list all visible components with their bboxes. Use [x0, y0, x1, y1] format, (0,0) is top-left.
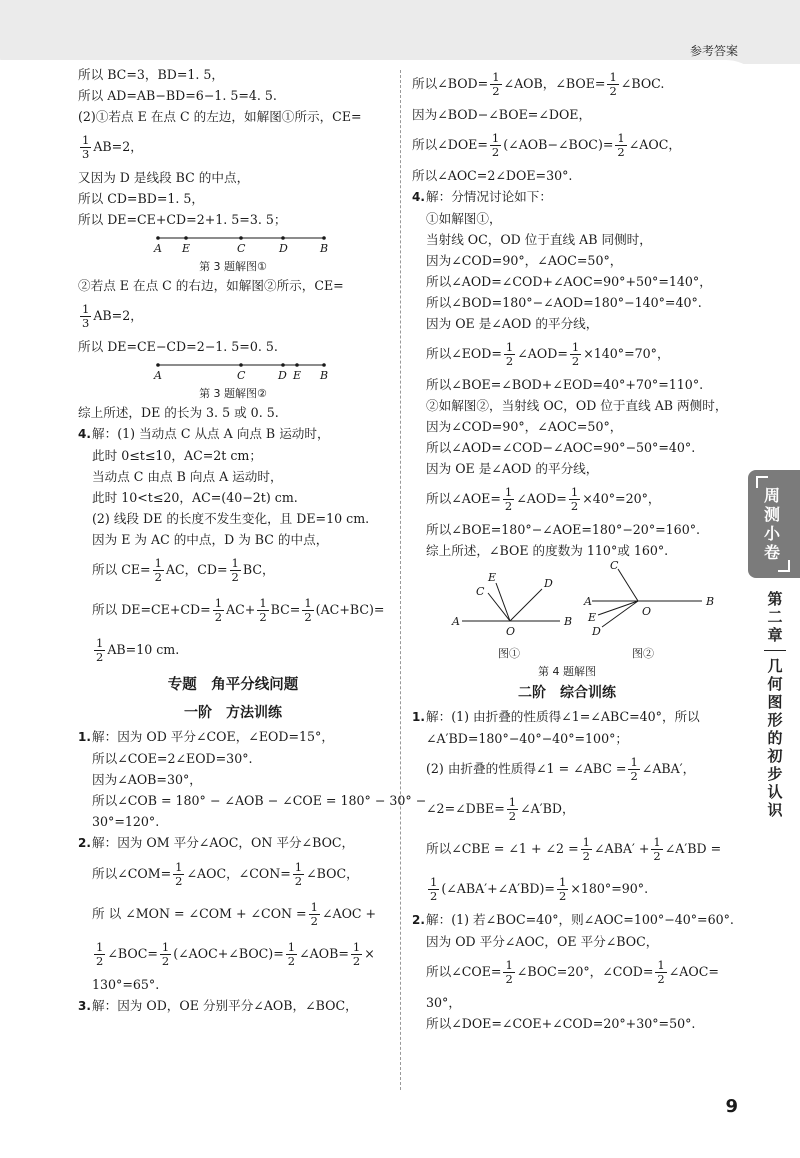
point-label-C: C	[476, 585, 485, 598]
text-line: 因为∠COD=90°，∠AOC=50°，	[426, 253, 623, 268]
segment-figure-1	[78, 230, 388, 256]
text-line: 因为 OE 是∠AOD 的平分线，	[426, 461, 599, 476]
segment-figure-2	[78, 357, 388, 383]
text-line: ①如解图①，	[426, 211, 502, 226]
problem-1: 1.解：因为 OD 平分∠COE，∠EOD=15°，	[78, 729, 334, 744]
fraction: $\frac{1}{3}$	[82, 302, 90, 330]
text-line: $\frac{1}{2}$ ∠BOC= $\frac{1}{2}$ (∠AOC+∠BOC)= $\frac{1}{2}$ ∠AOB= $\frac{1}{2}$ ×	[96, 940, 375, 968]
text-line: 因为∠AOB=30°，	[92, 772, 202, 787]
figure-1-label: 图①	[498, 647, 520, 660]
text-line: ∠A′BD=180°−40°−40°=100°；	[426, 731, 628, 746]
text-line: 因为 OE 是∠AOD 的平分线，	[426, 316, 599, 331]
figure-caption: 第 3 题解图②	[199, 387, 267, 400]
point-label-A: A	[452, 615, 460, 628]
point-label-A: A	[584, 595, 592, 608]
figure-caption: 第 4 题解图	[538, 665, 596, 678]
question-4: 4.解：(1) 当动点 C 从点 A 向点 B 运动时，	[78, 426, 330, 441]
stage-2-title: 二阶 综合训练	[518, 685, 616, 701]
top-bar	[0, 0, 800, 64]
text-line: ∠2=∠DBE= $\frac{1}{2}$ ∠A′BD，	[426, 795, 575, 823]
chapter-label	[764, 590, 786, 819]
text-line: 所以∠DOE=∠COE+∠COD=20°+30°=50°.	[426, 1016, 696, 1031]
stage2-problem-1: 1.解：(1) 由折叠的性质得∠1=∠ABC=40°，所以	[412, 709, 700, 724]
text-line: 此时 10<t≤20，AC=(40−2t) cm.	[92, 490, 298, 505]
text-line: 所以 AD=AB−BD=6−1. 5=4. 5.	[78, 88, 277, 103]
angle-figures	[412, 561, 722, 661]
point-label-E: E	[488, 571, 497, 584]
text-line: 因为 OD 平分∠AOC，OE 平分∠BOC，	[426, 934, 659, 949]
text-line: 当动点 C 由点 B 向点 A 运动时，	[92, 469, 283, 484]
chapter-number: 第二章	[767, 590, 783, 644]
right-column	[412, 64, 734, 1034]
chapter-title: 几何图形的初步认识	[767, 657, 783, 819]
text-line: 所以 CD=BD=1. 5，	[78, 191, 205, 206]
text-line: 因为 E 为 AC 的中点，D 为 BC 的中点，	[92, 532, 329, 547]
text-line: 所以∠DOE= $\frac{1}{2}$ (∠AOB−∠BOC)= $\frac{1}{2}$ ∠AOC，	[412, 131, 681, 159]
text-line: 所以∠CBE = ∠1 + ∠2 = $\frac{1}{2}$ ∠ABA′ + $\frac{1}{2}$ ∠A′BD =	[426, 835, 722, 863]
problem-3: 3.解：因为 OD，OE 分别平分∠AOB，∠BOC，	[78, 998, 358, 1013]
point-label-B: B	[564, 615, 573, 628]
figure-caption: 第 3 题解图①	[199, 260, 267, 273]
text-line: 30°，	[426, 995, 461, 1010]
text-line: 所以∠BOE=∠BOD+∠EOD=40°+70°=110°.	[426, 377, 704, 392]
topic-title: 专题 角平分线问题	[167, 677, 299, 693]
text-line: 所以∠COE= $\frac{1}{2}$ ∠BOC=20°，∠COD= $\frac{1}{2}$ ∠AOC=	[426, 958, 719, 986]
text-line: $\frac{1}{2}$ (∠ABA′+∠A′BD)= $\frac{1}{2}$ ×180°=90°.	[430, 875, 649, 903]
text-line: 所以 DE=CE+CD= $\frac{1}{2}$ AC+ $\frac{1}{2}$ BC= $\frac{1}{2}$ (AC+BC)=	[92, 596, 385, 624]
text-line: 因为∠BOD−∠BOE=∠DOE，	[412, 107, 592, 122]
text-line: 所 以 ∠MON = ∠COM + ∠CON = $\frac{1}{2}$ ∠AOC +	[92, 900, 377, 928]
text-line: 所以∠AOD=∠COD−∠AOC=90°−50°=40°.	[426, 440, 696, 455]
text-line: (2) 线段 DE 的长度不发生变化，且 DE=10 cm.	[92, 511, 370, 526]
text-line: 所以∠BOE=180°−∠AOE=180°−20°=160°.	[426, 522, 701, 537]
fraction: $\frac{1}{3}$	[82, 133, 90, 161]
text-line: 此时 0≤t≤10，AC=2t cm；	[92, 448, 262, 463]
stage2-problem-2: 2.解：(1) 若∠BOC=40°，则∠AOC=100°−40°=60°.	[412, 912, 734, 927]
point-label-A: A	[154, 242, 162, 255]
text-line: $\frac{1}{2}$ AB=10 cm.	[96, 636, 180, 664]
point-label-D: D	[592, 625, 601, 638]
page-number: 9	[725, 1096, 738, 1117]
text-line: (2)①若点 E 在点 C 的左边，如解图①所示，CE=	[78, 109, 362, 124]
column-divider	[400, 70, 401, 1090]
point-label-D: D	[279, 242, 288, 255]
point-label-C: C	[237, 369, 246, 382]
point-label-D: D	[544, 577, 553, 590]
text-line: 30°=120°.	[92, 814, 160, 829]
text-line: 所以∠COB = 180° − ∠AOB − ∠COE = 180° − 30° −	[92, 793, 427, 808]
text-line: (2) 由折叠的性质得∠1 = ∠ABC = $\frac{1}{2}$ ∠ABA′，	[426, 755, 696, 783]
side-tab	[748, 470, 800, 578]
text-line: 所以∠AOE= $\frac{1}{2}$ ∠AOD= $\frac{1}{2}$ ×40°=20°，	[426, 485, 661, 513]
side-tab-label: 周测小卷	[763, 486, 780, 562]
text-line: 所以 BC=3，BD=1. 5，	[78, 67, 225, 82]
text-line: 130°=65°.	[92, 977, 160, 992]
text-line: 因为∠COD=90°，∠AOC=50°，	[426, 419, 623, 434]
text-line: ②如解图②，当射线 OC，OD 位于直线 AB 两侧时，	[426, 398, 728, 413]
point-label-B: B	[320, 369, 329, 382]
text-line: ②若点 E 在点 C 的右边，如解图②所示，CE=	[78, 278, 344, 293]
point-label-D: D	[278, 369, 287, 382]
text-line: 所以∠AOC=2∠DOE=30°.	[412, 168, 573, 183]
text-line: 所以∠COM= $\frac{1}{2}$ ∠AOC，∠CON= $\frac{1}{2}$ ∠BOC，	[92, 860, 359, 888]
stage-1-title: 一阶 方法训练	[184, 705, 282, 721]
header-title: 参考答案	[689, 44, 738, 58]
text-line: 所以∠EOD= $\frac{1}{2}$ ∠AOD= $\frac{1}{2}$ ×140°=70°，	[426, 340, 670, 368]
bracket-decoration	[778, 560, 790, 572]
text-line: $\frac{1}{3}$ AB=2，	[82, 302, 143, 330]
text-line: 所以 DE=CE−CD=2−1. 5=0. 5.	[78, 339, 278, 354]
left-column	[78, 64, 427, 1017]
text-line: 所以 CE= $\frac{1}{2}$ AC，CD= $\frac{1}{2}$ BC，	[92, 556, 275, 584]
point-label-C: C	[237, 242, 246, 255]
divider	[764, 650, 786, 651]
problem-2: 2.解：因为 OM 平分∠AOC，ON 平分∠BOC，	[78, 835, 355, 850]
point-label-O: O	[506, 625, 516, 638]
point-label-E: E	[293, 369, 302, 382]
text-line: 综上所述，DE 的长为 3. 5 或 0. 5.	[78, 405, 279, 420]
text-line: 所以∠BOD=180°−∠AOD=180°−140°=40°.	[426, 295, 702, 310]
text-line: $\frac{1}{3}$ AB=2，	[82, 133, 143, 161]
point-label-C: C	[610, 561, 619, 572]
text-line: 所以 DE=CE+CD=2+1. 5=3. 5；	[78, 212, 287, 227]
point-label-B: B	[320, 242, 329, 255]
figure-2-label: 图②	[632, 647, 654, 660]
point-label-O: O	[642, 605, 652, 618]
point-label-B: B	[706, 595, 715, 608]
text-line: 所以∠COE=2∠EOD=30°.	[92, 751, 253, 766]
text-line: 所以∠BOD= $\frac{1}{2}$ ∠AOB，∠BOE= $\frac{1}{2}$ ∠BOC.	[412, 70, 665, 98]
text-line: 当射线 OC，OD 位于直线 AB 同侧时，	[426, 232, 652, 247]
point-label-E: E	[182, 242, 191, 255]
point-label-E: E	[588, 611, 597, 624]
point-label-A: A	[154, 369, 162, 382]
text-line: 所以∠AOD=∠COD+∠AOC=90°+50°=140°，	[426, 274, 712, 289]
question-4-right: 4.解：分情况讨论如下：	[412, 189, 552, 204]
text-line: 又因为 D 是线段 BC 的中点，	[78, 170, 250, 185]
text-line: 综上所述，∠BOE 的度数为 110°或 160°.	[426, 543, 669, 558]
